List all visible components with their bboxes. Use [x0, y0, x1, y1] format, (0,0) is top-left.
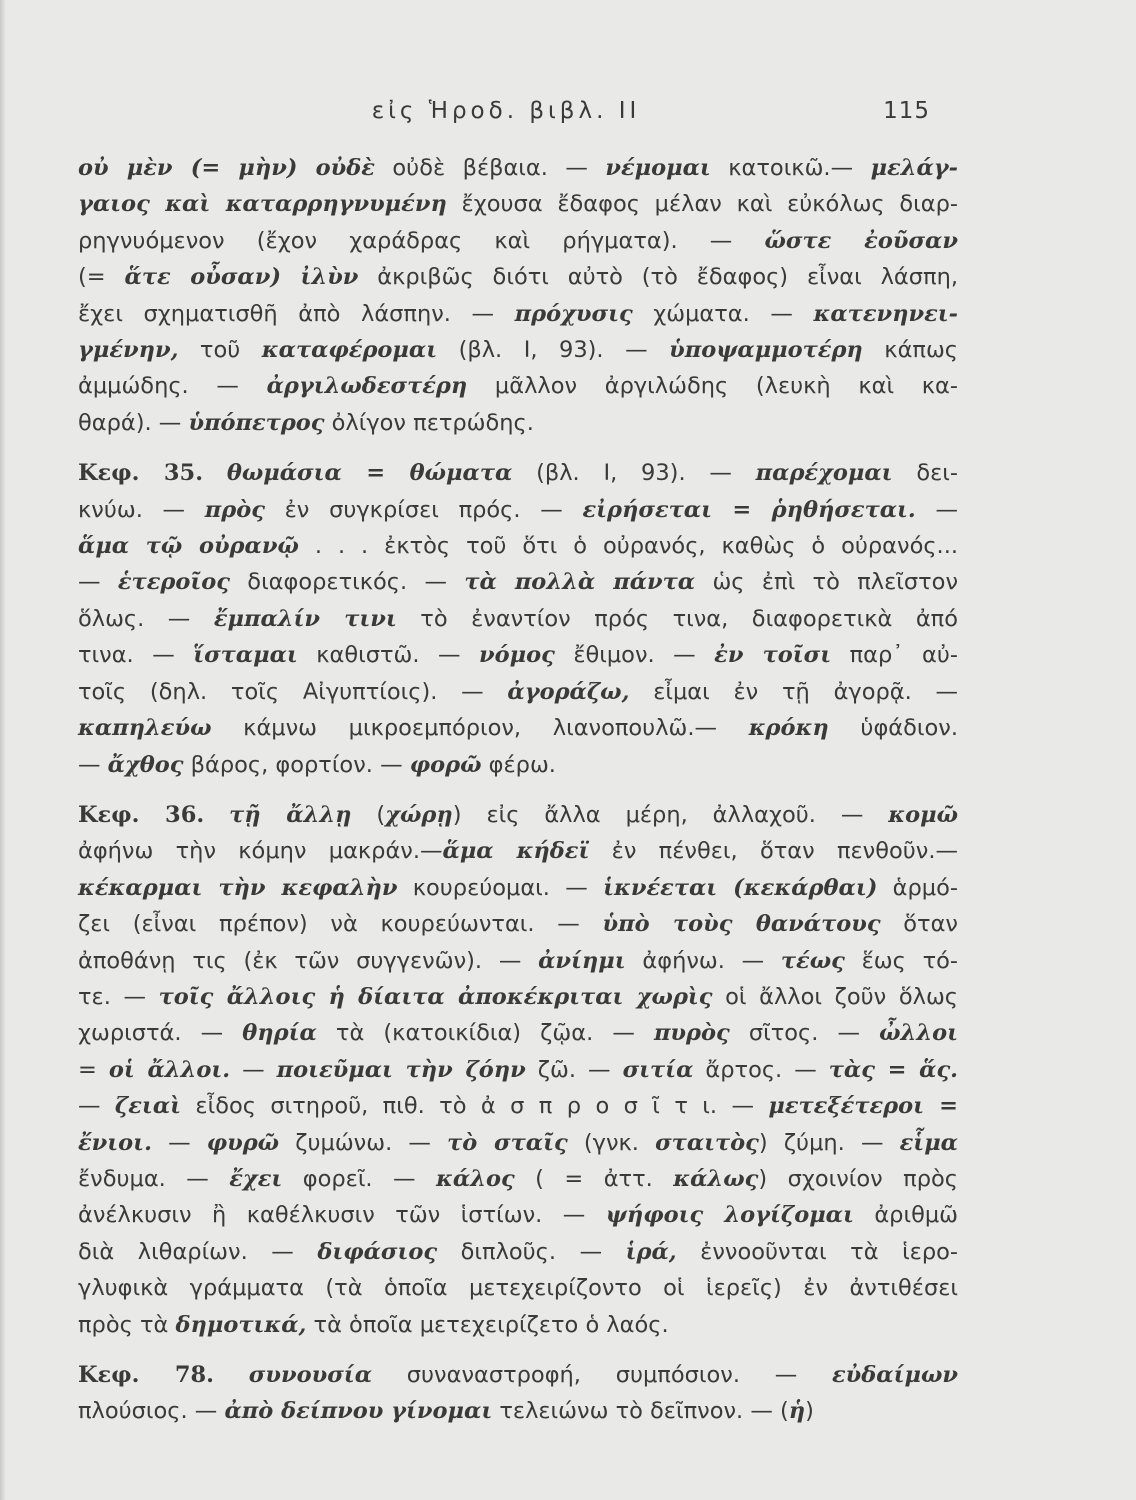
gloss-text: —: [78, 569, 118, 596]
lemma-term: δημοτικά,: [175, 1311, 307, 1338]
gloss-text: ἁρμό-: [877, 874, 958, 901]
text-line: [78, 332, 958, 368]
lemma-term: πυρὸς: [653, 1020, 730, 1047]
gloss-text: —: [78, 751, 108, 778]
gloss-text: =: [78, 1056, 109, 1083]
lemma-term: ἱρά,: [625, 1238, 677, 1265]
text-line: [78, 979, 958, 1015]
text-line: [78, 492, 958, 528]
text-line: [78, 833, 958, 869]
gloss-text: σῖτος. —: [729, 1020, 880, 1047]
gloss-text: μᾶλλον ἀργιλώδης (λευκὴ καὶ κα-: [467, 373, 958, 400]
gloss-text: (βλ. Ι, 93). —: [512, 460, 756, 487]
lemma-term: ὥστε ἐοῦσαν: [764, 227, 958, 254]
gloss-text: τὸ ἐναντίον πρός τινα, διαφορετικὰ ἀπό: [396, 605, 958, 632]
lemma-term: ἅμα τῷ οὐρανῷ: [78, 533, 299, 560]
gloss-text: κάμνω μικροεμπόριον, λιανοπουλῶ.—: [211, 715, 749, 742]
lemma-term: σταιτὸς: [655, 1129, 759, 1156]
text-line: [78, 1088, 958, 1124]
lemma-term: γαιος καὶ καταρρηγνυμένη: [78, 191, 447, 218]
lemma-term: οἱ ἄλλοι.: [108, 1056, 231, 1083]
text-line: [78, 150, 958, 186]
lemma-term: ψήφοις λογίζομαι: [605, 1202, 854, 1229]
lemma-term: ἀνίημι: [538, 947, 626, 974]
lemma-term: χώρῃ: [385, 801, 453, 828]
gloss-text: ἔθιμον. —: [554, 642, 715, 669]
lemma-term: κομῶ: [888, 801, 959, 828]
gloss-text: ἐννοοῦνται τὰ ἱερο-: [676, 1238, 959, 1265]
lemma-term: ἀπὸ δείπνου γίνομαι: [224, 1398, 493, 1425]
lemma-term: ἔχει: [229, 1165, 283, 1192]
text-line: [78, 296, 958, 332]
page-header: [78, 96, 934, 132]
lemma-term: γμένην,: [78, 337, 179, 364]
lemma-term: φυρῶ: [206, 1129, 280, 1156]
lemma-term: παρέχομαι: [755, 460, 893, 487]
gloss-text: τελειώνω τὸ δεῖπνον. — (: [492, 1398, 789, 1425]
gloss-text: ὡς ἐπὶ τὸ πλεῖστον: [695, 569, 959, 596]
gloss-text: (βλ. Ι, 93). —: [437, 337, 670, 364]
text-line: [78, 528, 958, 564]
lemma-term: τὸ σταῖς: [447, 1129, 568, 1156]
lemma-term: καταφέρομαι: [261, 337, 438, 364]
gloss-text: ἀφήνω τὴν κόμην μακράν.—: [78, 838, 443, 865]
text-line: [78, 674, 958, 710]
gloss-text: κατοικῶ.—: [710, 155, 871, 181]
gloss-text: κνύω. —: [78, 496, 205, 523]
lemma-term: πρόχυσις: [514, 300, 633, 327]
gloss-text: ὅταν: [880, 911, 958, 938]
lemma-term: θηρία: [242, 1020, 317, 1047]
gloss-text: ζυμώνω. —: [279, 1129, 448, 1156]
text-line: [78, 1015, 958, 1051]
gloss-text: —: [78, 1093, 115, 1120]
page-edge-shadow: [0, 0, 6, 1500]
lemma-term: συνουσία: [248, 1362, 373, 1388]
gloss-text: γλυφικὰ γράμματα (τὰ ὁποῖα μετεχειρίζοντο οἱ ἱερεῖς) ἐν ἀντιθέσει: [78, 1275, 958, 1302]
text-line: [78, 870, 958, 906]
commentary-paragraph: [78, 455, 958, 783]
gloss-text: κάπως: [862, 337, 958, 364]
lemma-term: κρόκη: [748, 715, 829, 742]
gloss-text: φορεῖ. —: [282, 1165, 437, 1192]
gloss-text: [203, 460, 227, 486]
gloss-text: —: [915, 496, 958, 523]
running-title: εἰς Ἡροδ. βιβλ. ΙΙ: [371, 98, 641, 124]
commentary-paragraph: [78, 1357, 958, 1430]
text-line: [78, 1052, 958, 1088]
gloss-text: (: [351, 801, 386, 828]
gloss-text: ἄρτος. —: [693, 1056, 829, 1083]
lemma-term: ἔμπαλίν τινι: [213, 605, 397, 632]
lemma-term: τὰς = ἅς.: [828, 1056, 958, 1083]
text-line: [78, 405, 958, 441]
gloss-text: ἀποθάνῃ τις (ἐκ τῶν συγγενῶν). —: [78, 947, 539, 974]
gloss-text: ἀμμώδης. —: [78, 373, 267, 400]
commentary-paragraph: [78, 150, 958, 441]
text-line: [78, 1197, 958, 1233]
gloss-text: οἱ ἄλλοι ζοῦν ὅλως: [712, 983, 958, 1010]
gloss-text: ἔνδυμα. —: [78, 1165, 230, 1192]
text-line: [78, 1357, 958, 1393]
text-line: [78, 747, 958, 783]
text-line: [78, 1125, 958, 1161]
lemma-term: ποιεῦμαι τὴν ζόην: [276, 1056, 526, 1083]
lemma-term: ἀργιλωδεστέρη: [266, 373, 468, 400]
gloss-text: χωριστά. —: [78, 1020, 243, 1047]
gloss-text: ) σχοινίον πρὸς: [758, 1165, 958, 1192]
gloss-text: πλούσιος. —: [78, 1398, 225, 1425]
lemma-term: καπηλεύω: [78, 715, 212, 742]
lemma-term: κατενηνει-: [813, 300, 958, 327]
gloss-text: συναναστροφή, συμπόσιον. —: [372, 1362, 832, 1388]
text-line: [78, 1234, 958, 1270]
gloss-text: [214, 1362, 249, 1388]
lemma-term: ὑποψαμμοτέρη: [669, 337, 863, 364]
lemma-term: τὰ πολλὰ πάντα: [464, 569, 696, 596]
gloss-text: χώματα. —: [632, 300, 814, 327]
lemma-term: τέως: [780, 947, 845, 974]
text-line: [78, 259, 958, 295]
gloss-text: . . . ἐκτὸς τοῦ ὅτι ὁ οὐρανός, καθὼς ὁ οὐρανός...: [298, 533, 958, 560]
lemma-term: ἅμα κήδεϊ: [442, 838, 590, 865]
gloss-text: θαρά). —: [78, 409, 189, 436]
gloss-text: τοῖς (δηλ. τοῖς Αἰγυπτίοις). —: [78, 678, 508, 705]
text-line: [78, 455, 958, 491]
chapter-marker: Κεφ. 78.: [78, 1362, 215, 1388]
gloss-text: —: [151, 1129, 207, 1156]
lemma-term: ἔνιοι.: [78, 1129, 152, 1156]
gloss-text: ἀκριβῶς διότι αὐτὸ (τὸ ἔδαφος) εἶναι λάσπη,: [358, 264, 958, 291]
gloss-text: ὅλως. —: [78, 605, 214, 632]
gloss-text: ἐν συγκρίσει πρός. —: [264, 496, 583, 523]
gloss-text: παρ᾽ αὐ-: [831, 642, 958, 669]
gloss-text: ἕως τό-: [844, 947, 959, 974]
lemma-term: νόμος: [479, 642, 555, 669]
gloss-text: οὐδὲ βέβαια. —: [374, 155, 606, 181]
gloss-text: πρὸς τὰ: [78, 1311, 176, 1338]
lemma-term: κάλως: [673, 1165, 759, 1192]
gloss-text: διπλοῦς. —: [437, 1238, 626, 1265]
gloss-text: διαφορετικός. —: [229, 569, 465, 596]
text-line: [78, 564, 958, 600]
lemma-term: εἷμα: [899, 1129, 958, 1156]
lemma-term: φορῶ: [409, 751, 482, 778]
gloss-text: ἀριθμῶ: [853, 1202, 958, 1229]
gloss-text: ζῶ. —: [525, 1056, 623, 1083]
gloss-text: ): [805, 1398, 814, 1425]
lemma-term: ὑπόπετρος: [188, 409, 325, 436]
gloss-text: διὰ λιθαρίων. —: [78, 1238, 318, 1265]
lemma-term: ἵσταμαι: [193, 642, 298, 669]
commentary-paragraph: [78, 797, 958, 1343]
text-line: [78, 186, 958, 222]
lemma-term: ἐν τοῖσι: [714, 642, 832, 669]
lemma-term: θωμάσια = θώματα: [226, 460, 513, 487]
gloss-text: ἐν πένθει, ὅταν πενθοῦν.—: [589, 838, 958, 865]
text-line: [78, 797, 958, 833]
gloss-text: εἶμαι ἐν τῇ ἀγορᾷ. —: [629, 678, 959, 705]
lemma-term: ὦλλοι: [879, 1020, 958, 1047]
gloss-text: ζει (εἶναι πρέπον) νὰ κουρεύωνται. —: [78, 911, 603, 938]
gloss-text: ) εἰς ἄλλα μέρη, ἀλλαχοῦ. —: [452, 801, 889, 828]
lemma-term: σιτία: [622, 1056, 694, 1083]
lemma-term: ἱκνέεται (κεκάρθαι): [603, 874, 878, 901]
lemma-term: ὑπὸ τοὺς θανάτους: [602, 911, 881, 938]
gloss-text: κουρεύομαι. —: [397, 874, 604, 901]
gloss-text: δει-: [892, 460, 959, 487]
gloss-text: ὑφάδιον.: [828, 715, 958, 742]
gloss-text: εἶδος σιτηροῦ, πιθ. τὸ ἀ σ π ρ ο σ ῖ τ ι. —: [181, 1093, 769, 1120]
gloss-text: ὀλίγον πετρώδης.: [324, 409, 534, 436]
gloss-text: —: [230, 1056, 277, 1083]
gloss-text: ) ζύμη. —: [758, 1129, 900, 1156]
lemma-term: τῇ ἄλλῃ: [229, 801, 352, 828]
gloss-text: ἀνέλκυσιν ἢ καθέλκυσιν τῶν ἱστίων. —: [78, 1202, 606, 1229]
gloss-text: καθιστῶ. —: [297, 642, 480, 669]
text-line: [78, 1270, 958, 1306]
gloss-text: ἀφήνω. —: [625, 947, 781, 974]
lemma-term: ἀγοράζω,: [507, 678, 630, 705]
lemma-term: κέκαρμαι τὴν κεφαλὴν: [78, 874, 398, 901]
lemma-term: εὐδαίμων: [832, 1362, 959, 1388]
lemma-term: ἅτε οὖσαν) ἰλὺν: [124, 264, 359, 291]
gloss-text: ( = ἀττ.: [514, 1165, 674, 1192]
chapter-marker: Κεφ. 36.: [78, 801, 205, 828]
lemma-term: μελάγ-: [870, 155, 958, 181]
text-line: [78, 637, 958, 673]
lemma-term: πρὸς: [204, 496, 265, 523]
text-line: [78, 223, 958, 259]
gloss-text: τὰ (κατοικίδια) ζῷα. —: [316, 1020, 654, 1047]
gloss-text: [204, 802, 229, 828]
text-line: [78, 1393, 958, 1429]
text-line: [78, 368, 958, 404]
gloss-text: φέρω.: [481, 751, 556, 778]
lemma-term: διφάσιος: [317, 1238, 438, 1265]
gloss-text: ἔχουσα ἔδαφος μέλαν καὶ εὐκόλως διαρ-: [446, 191, 958, 218]
chapter-marker: Κεφ. 35.: [78, 460, 204, 487]
text-line: [78, 1307, 958, 1343]
lemma-term: ἡ: [788, 1398, 806, 1425]
page-number: 115: [883, 98, 930, 124]
gloss-text: (γνκ.: [567, 1129, 656, 1156]
gloss-text: τοῦ: [178, 337, 262, 364]
commentary-body: [78, 150, 958, 1430]
lemma-term: νέμομαι: [605, 155, 711, 181]
gloss-text: ἔχει σχηματισθῆ ἀπὸ λάσπην. —: [78, 300, 515, 327]
lemma-term: εἰρήσεται = ῥηθήσεται.: [582, 496, 916, 523]
lemma-term: ἄχθος: [107, 751, 184, 778]
text-line: [78, 1161, 958, 1197]
lemma-term: ἑτεροῖος: [117, 569, 230, 596]
text-line: [78, 906, 958, 942]
gloss-text: τὰ ὁποῖα μετεχειρίζετο ὁ λαός.: [306, 1311, 669, 1338]
text-line: [78, 943, 958, 979]
text-line: [78, 601, 958, 637]
text-line: [78, 710, 958, 746]
gloss-text: (=: [78, 264, 125, 291]
gloss-text: βάρος, φορτίον. —: [183, 751, 410, 778]
lemma-term: μετεξέτεροι =: [768, 1093, 958, 1120]
gloss-text: τε. —: [78, 983, 159, 1010]
gloss-text: τινα. —: [78, 642, 194, 669]
lemma-term: κάλος: [436, 1165, 515, 1192]
gloss-text: ρηγνυόμενον (ἔχον χαράδρας καὶ ρήγματα). —: [78, 227, 765, 254]
lemma-term: οὐ μὲν (= μὴν) οὐδὲ: [78, 155, 375, 181]
lemma-term: ζειαὶ: [114, 1093, 182, 1120]
lemma-term: τοῖς ἄλλοις ἡ δίαιτα ἀποκέκριται χωρὶς: [158, 983, 713, 1010]
